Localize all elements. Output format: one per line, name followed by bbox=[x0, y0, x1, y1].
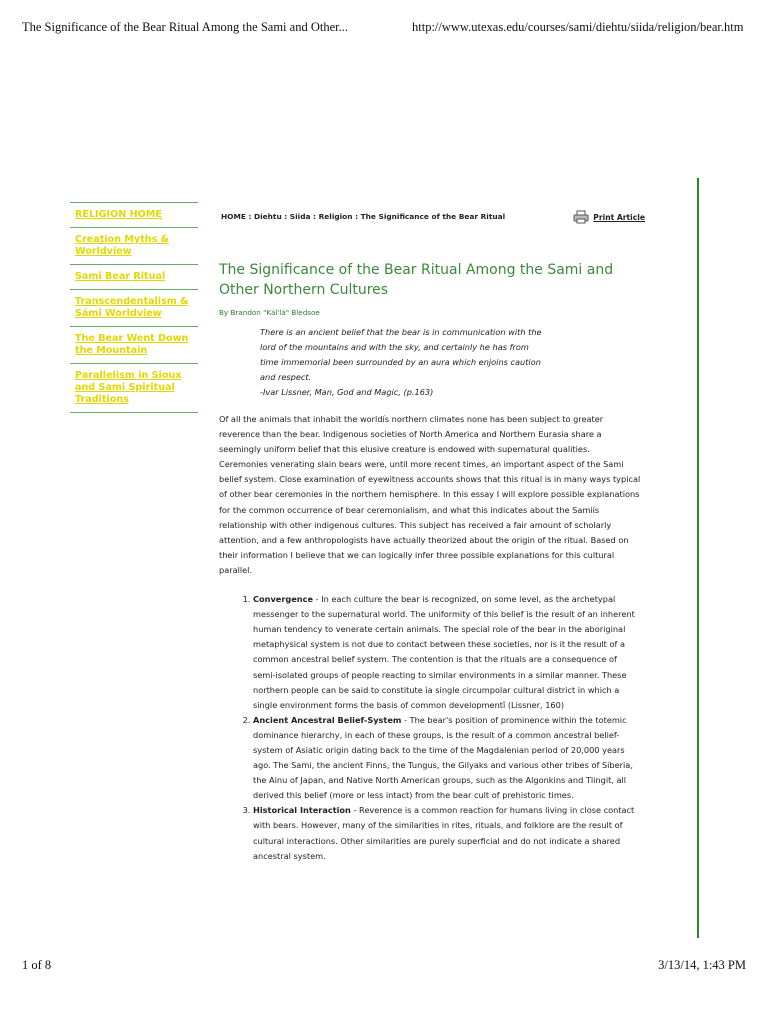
sidebar-item-bear-went-down[interactable]: The Bear Went Down the Mountain bbox=[70, 327, 198, 364]
list-item-text: - The bear's position of prominence within the totemic dominance hierarchy, in each of these groups, is the result of a common ancestral belief-system of Asiatic origin dating back to the time of the Magdalenian period of 20,000 years ago. The Sami, the ancient Finns, the Tungus, the Gilyaks and various other tribes of Siberia, the Ainu of Japan, and Native North American groups, such as the Algonkins and Tlingit, all derived this belief (more or less intact) from the bear cult of prehistoric times. bbox=[253, 714, 633, 801]
list-item bbox=[253, 803, 641, 863]
byline: By Brandon "Kál'lá" Bledsoe bbox=[219, 308, 320, 317]
print-footer bbox=[22, 958, 746, 974]
article-main bbox=[219, 206, 645, 864]
print-article-button[interactable] bbox=[573, 210, 645, 224]
sidebar-item-transcendentalism[interactable]: Transcendentalism & Sámi Worldview bbox=[70, 290, 198, 327]
page-number: 1 of 8 bbox=[22, 958, 52, 972]
list-item-text: - In each culture the bear is recognized, on some level, as the archetypal messenger to the supernatural world. The uniformity of this belief is the result of an inherent human tendency to venerate certain animals. The special role of the bear in the aboriginal metaphysical system is not due to contact between these societies, nor is it the result of a common ancestral belief system. The contention is that the rituals are a consequence of semi-isolated groups of people reacting to similar environments in a similar manner. These northern people can be said to constitute ìa single circumpolar cultural district in which a single environment forms the basis of common developmentî (Lissner, 160) bbox=[253, 594, 635, 710]
print-article-label: Print Article bbox=[593, 212, 645, 222]
explanations-list bbox=[219, 592, 641, 864]
list-item-term: Ancient Ancestral Belief-System bbox=[253, 714, 402, 725]
print-header bbox=[22, 20, 746, 36]
quote-line: and respect. bbox=[260, 372, 312, 382]
content-divider bbox=[697, 178, 699, 938]
breadcrumb-row bbox=[219, 206, 645, 232]
quote-line: time immemorial been surrounded by an aura which enjoins caution bbox=[260, 357, 541, 367]
print-timestamp: 3/13/14, 1:43 PM bbox=[658, 958, 746, 972]
list-item-term: Convergence bbox=[253, 594, 314, 605]
list-item bbox=[253, 592, 641, 713]
epigraph-quote bbox=[260, 325, 641, 400]
intro-paragraph: Of all the animals that inhabit the worldís northern climates none has been subject to greater reverence than the bear. Indigenous societies of North America and Northern Eurasia share a seemingly uniform belief that this elusive creature is endowed with supernatural qualities. Ceremonies venerating slain bears were, until more recent times, an important aspect of the Sami belief system. Close examination of eyewitness accounts shows that this ritual is in many ways typical of other bear ceremonies in the northern hemisphere. In this essay I will explore possible explanations for the common occurrence of bear ceremonialism, and what this indicates about the Samiís relationship with other indigenous cultures. This subject has received a fair amount of scholarly attention, and a few anthropologists have actually theorized about the origin of the ritual. Based on their information I believe that we can logically infer three possible explanations for this cultural parallel. bbox=[219, 414, 641, 575]
list-item-term: Historical Interaction bbox=[253, 805, 351, 816]
sidebar-nav bbox=[70, 202, 198, 413]
quote-attribution: -Ivar Lissner, Man, God and Magic, (p.163) bbox=[260, 387, 434, 397]
quote-line: lord of the mountains and with the sky, and certainly he has from bbox=[260, 342, 529, 352]
printer-icon bbox=[573, 210, 589, 224]
sidebar-item-parallelism[interactable]: Parallelism in Sioux and Sami Spiritual Traditions bbox=[70, 364, 198, 413]
sidebar-item-creation-myths[interactable]: Creation Myths & Worldview bbox=[70, 228, 198, 265]
breadcrumb[interactable]: HOME : Diehtu : Siida : Religion : The Significance of the Bear Ritual bbox=[221, 212, 506, 221]
quote-line: There is an ancient belief that the bear is in communication with the bbox=[260, 327, 542, 337]
list-item bbox=[253, 713, 641, 804]
list-item-text: - Reverence is a common reaction for humans living in close contact with bears. However, many of the similarities in rites, rituals, and folklore are the result of cultural interactions. Other similarities are purely superficial and do not indicate a shared ancestral system. bbox=[253, 805, 635, 861]
article-title: The Significance of the Bear Ritual Among the Sami and Other Northern Cultures bbox=[219, 262, 614, 298]
sidebar-item-sami-bear-ritual[interactable]: Sami Bear Ritual bbox=[70, 265, 198, 290]
print-header-title: The Significance of the Bear Ritual Among the Sami and Other... bbox=[22, 20, 348, 34]
print-header-url: http://www.utexas.edu/courses/sami/diehtu/siida/religion/bear.htm bbox=[412, 20, 744, 34]
sidebar-item-religion-home[interactable]: RELIGION HOME bbox=[70, 202, 198, 228]
